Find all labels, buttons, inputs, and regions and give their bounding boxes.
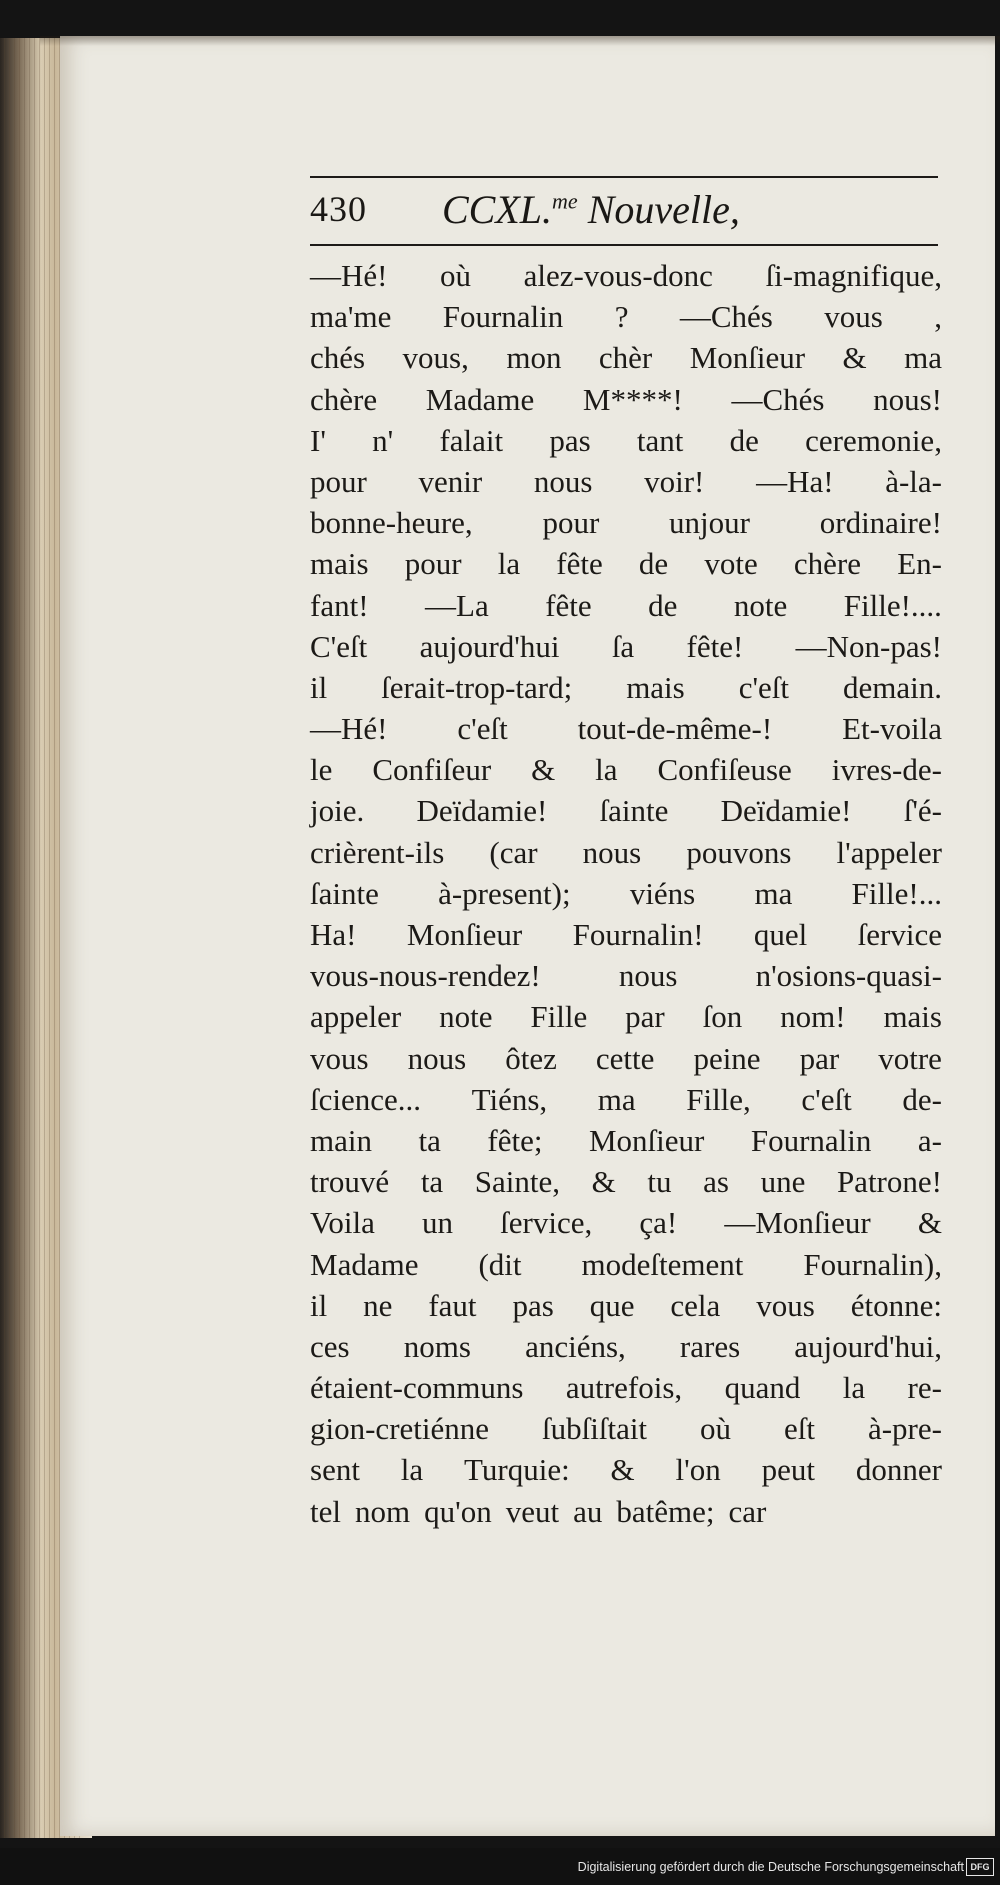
text-word: mais — [883, 999, 942, 1035]
text-word: faut — [428, 1287, 477, 1323]
text-word: peine — [693, 1040, 761, 1076]
text-word: ne — [363, 1287, 393, 1323]
text-word: , — [934, 299, 942, 335]
text-word: donner — [855, 1452, 942, 1488]
text-line — [310, 1285, 942, 1326]
text-word: pouvons — [686, 834, 792, 870]
text-word: ceremonie, — [805, 422, 942, 458]
text-word: ma — [597, 1081, 636, 1117]
text-word: Turquie: — [464, 1452, 570, 1488]
text-line — [310, 914, 942, 955]
text-line — [310, 708, 942, 749]
text-line — [310, 873, 942, 914]
text-word: de — [648, 587, 678, 623]
text-word: c'eſt — [801, 1081, 852, 1117]
text-word: Ha! — [310, 917, 357, 952]
text-word: trouvé — [310, 1164, 390, 1200]
text-line — [310, 1491, 942, 1532]
text-word: fête — [556, 546, 603, 582]
text-word: vous — [756, 1287, 815, 1323]
text-word: quel — [753, 917, 808, 952]
text-word: quand — [724, 1370, 801, 1406]
text-word: l'appeler — [836, 834, 942, 870]
text-word: étonne: — [850, 1287, 942, 1323]
text-word: nom! — [780, 999, 846, 1035]
text-word: & — [842, 340, 867, 376]
text-word: Madame — [310, 1246, 419, 1282]
text-word: anciéns, — [525, 1328, 626, 1364]
text-word: vous — [310, 1040, 369, 1076]
text-word: Fournalin! — [572, 917, 704, 952]
running-title-rest: Nouvelle, — [587, 187, 740, 232]
text-word: appeler — [310, 999, 402, 1035]
text-word: Fille!... — [851, 875, 942, 911]
text-word: as — [703, 1164, 729, 1200]
text-word: unjour — [669, 505, 750, 541]
text-word: par — [625, 999, 665, 1035]
text-word: peut — [761, 1452, 815, 1488]
text-line — [310, 1161, 942, 1202]
text-word: nous — [533, 463, 593, 499]
text-word: Confiſeuse — [657, 752, 792, 788]
text-word: ſ'é- — [903, 793, 942, 829]
text-word: eſt — [784, 1411, 815, 1447]
text-word: ivres-de- — [831, 752, 942, 788]
text-line — [310, 1244, 942, 1285]
text-line — [310, 420, 942, 461]
text-word: nous — [618, 958, 678, 994]
text-word: Sainte, — [474, 1164, 561, 1200]
text-word: & — [531, 752, 556, 788]
text-word: de- — [902, 1081, 942, 1117]
text-line — [310, 296, 942, 337]
text-word: ? — [614, 299, 629, 335]
text-word: de — [638, 546, 669, 582]
text-word: aujourd'hui — [419, 628, 560, 664]
text-word: nous — [407, 1040, 467, 1076]
text-word: ma — [754, 875, 793, 911]
text-line — [310, 543, 942, 584]
text-line — [310, 255, 942, 296]
text-word: Patrone! — [836, 1164, 942, 1200]
text-line — [310, 1326, 942, 1367]
text-word: le — [310, 752, 333, 788]
text-word: Et-voila — [842, 711, 942, 747]
text-word: (car — [489, 834, 538, 870]
text-word: ces — [310, 1328, 350, 1364]
text-word: En- — [897, 546, 942, 582]
text-word: à-la- — [885, 463, 942, 499]
text-word: rares — [679, 1328, 741, 1364]
text-word: & — [591, 1164, 616, 1200]
text-line — [310, 749, 942, 790]
text-word: pas — [549, 422, 591, 458]
text-word: c'eſt — [738, 669, 790, 705]
text-word: vous, — [402, 340, 469, 376]
text-word: —Chés — [679, 299, 773, 335]
text-word: chés — [310, 340, 366, 376]
text-word: Madame — [425, 381, 535, 417]
text-word: & — [917, 1205, 942, 1241]
header-rule-top — [310, 176, 938, 178]
text-word: aujourd'hui, — [794, 1328, 942, 1364]
text-word: —La — [425, 587, 489, 623]
text-word: n' — [372, 422, 394, 458]
text-word: —Hé! — [310, 258, 388, 293]
text-word: ta — [418, 1122, 441, 1158]
page-number: 430 — [310, 189, 367, 229]
text-word: vote — [704, 546, 758, 582]
text-word: ta — [420, 1164, 444, 1200]
text-line — [310, 1202, 942, 1243]
text-word: —Hé! — [310, 711, 388, 747]
text-word: Deïdamie! — [720, 793, 852, 829]
text-word: nous — [582, 834, 642, 870]
text-line — [310, 1449, 942, 1490]
text-word: demain. — [842, 669, 942, 705]
text-word: il — [310, 1287, 328, 1323]
running-title — [442, 186, 740, 233]
text-word: vous — [824, 299, 883, 335]
text-word: tel — [310, 1493, 341, 1529]
text-word: Fournalin — [750, 1122, 872, 1158]
text-word: mais — [310, 546, 369, 582]
text-word: ſon — [702, 999, 743, 1035]
text-word: tant — [636, 422, 684, 458]
text-word: ſa — [611, 628, 635, 664]
text-word: nous! — [873, 381, 942, 417]
text-word: ſainte — [599, 793, 669, 829]
text-word: mon — [506, 340, 562, 376]
text-word: par — [799, 1040, 840, 1076]
text-word: ſervice — [857, 917, 942, 952]
text-word: la — [400, 1452, 424, 1488]
text-word: qu'on — [424, 1493, 492, 1529]
text-word: re- — [907, 1370, 942, 1406]
text-word: ma'me — [310, 299, 392, 335]
text-word: batême; — [616, 1493, 715, 1529]
text-word: bonne-heure, — [310, 505, 473, 541]
text-word: cela — [670, 1287, 721, 1323]
text-word: pour — [542, 505, 600, 541]
text-word: falait — [439, 422, 504, 458]
running-title-main: CCXL. — [442, 187, 553, 232]
text-line — [310, 1408, 942, 1449]
text-word: venir — [418, 463, 483, 499]
text-word: Monſieur — [689, 340, 806, 376]
text-word: Tiéns, — [471, 1081, 548, 1117]
text-word: I' — [310, 422, 326, 458]
text-word: —Monſieur — [724, 1205, 871, 1241]
text-word: cette — [595, 1040, 655, 1076]
header-rule-bottom — [310, 244, 938, 246]
text-word: Fille!.... — [843, 587, 942, 623]
page-top-shadow — [40, 36, 1000, 46]
text-line — [310, 1367, 942, 1408]
text-word: l'on — [675, 1452, 721, 1488]
text-word: note — [439, 999, 493, 1035]
text-word: fête! — [686, 628, 744, 664]
text-word: C'eſt — [310, 628, 368, 664]
text-word: Fille — [530, 999, 588, 1035]
text-word: où — [440, 258, 472, 293]
text-line — [310, 502, 942, 543]
text-word: vous-nous-rendez! — [310, 958, 541, 994]
text-line — [310, 626, 942, 667]
text-word: Fournalin), — [803, 1246, 942, 1282]
text-word: gion-cretiénne — [310, 1411, 490, 1447]
page-header — [310, 176, 938, 248]
text-word: pour — [404, 546, 462, 582]
text-line — [310, 832, 942, 873]
text-line — [310, 1079, 942, 1120]
text-word: car — [728, 1493, 767, 1529]
text-word: main — [310, 1122, 372, 1158]
text-word: —Non-pas! — [795, 628, 942, 664]
text-word: note — [733, 587, 788, 623]
text-word: chèr — [598, 340, 653, 376]
text-line — [310, 337, 942, 378]
text-word: il — [310, 669, 328, 705]
text-word: fête — [545, 587, 592, 623]
text-word: (dit — [478, 1246, 522, 1282]
body-text — [310, 255, 942, 1532]
text-word: modeſtement — [581, 1246, 744, 1282]
text-word: M****! — [582, 381, 683, 417]
text-word: viéns — [629, 875, 696, 911]
text-word: ſubſiſtait — [542, 1411, 648, 1447]
text-word: un — [422, 1205, 454, 1241]
text-word: tu — [647, 1164, 672, 1200]
text-word: pour — [310, 463, 367, 499]
footer-credit: Digitalisierung gefördert durch die Deutsche Forschungsgemeinschaft — [577, 1860, 964, 1874]
text-word: chère — [310, 381, 378, 417]
text-word: chère — [793, 546, 862, 582]
text-line — [310, 461, 942, 502]
text-word: ça! — [639, 1205, 678, 1241]
text-word: fant! — [310, 587, 369, 623]
text-word: étaient-communs — [310, 1370, 524, 1406]
text-word: autrefois, — [565, 1370, 683, 1406]
text-word: Confiſeur — [372, 752, 492, 788]
text-word: où — [700, 1411, 732, 1447]
text-line — [310, 1120, 942, 1161]
text-line — [310, 790, 942, 831]
text-word: Voila — [310, 1205, 375, 1241]
text-word: ſcience... — [310, 1081, 422, 1117]
text-word: à-pre- — [867, 1411, 942, 1447]
text-word: Monſieur — [406, 917, 523, 952]
text-word: noms — [403, 1328, 471, 1364]
text-word: ma — [904, 340, 942, 376]
running-title-sup: me — [552, 188, 578, 214]
text-line — [310, 996, 942, 1037]
text-word: au — [573, 1493, 603, 1529]
text-word: c'eſt — [457, 711, 508, 747]
text-word: mais — [626, 669, 685, 705]
text-line — [310, 585, 942, 626]
text-word: crièrent-ils — [310, 834, 445, 870]
text-word: la — [842, 1370, 866, 1406]
text-word: ſerait-trop-tard; — [381, 669, 573, 705]
text-word: Fille, — [686, 1081, 751, 1117]
text-word: veut — [505, 1493, 560, 1529]
text-line — [310, 1038, 942, 1079]
text-word: —Chés — [731, 381, 825, 417]
text-word: de — [729, 422, 759, 458]
text-word: & — [610, 1452, 635, 1488]
text-word: ſainte — [310, 875, 379, 911]
text-word: Fournalin — [442, 299, 564, 335]
text-word: ſi-magnifique, — [765, 258, 942, 293]
text-word: nom — [355, 1493, 411, 1529]
text-word: ôtez — [505, 1040, 557, 1076]
text-line — [310, 667, 942, 708]
text-word: voir! — [644, 463, 705, 499]
text-word: —Ha! — [756, 463, 834, 499]
text-word: que — [589, 1287, 635, 1323]
text-word: votre — [878, 1040, 942, 1076]
text-word: Monſieur — [588, 1122, 705, 1158]
dfg-logo: DFG — [966, 1858, 994, 1876]
text-word: a- — [917, 1122, 942, 1158]
text-word: fête; — [487, 1122, 543, 1158]
text-word: pas — [512, 1287, 554, 1323]
text-word: Deïdamie! — [416, 793, 548, 829]
text-line — [310, 955, 942, 996]
text-word: tout-de-même-! — [577, 711, 773, 747]
text-word: la — [497, 546, 521, 582]
text-word: à-present); — [438, 875, 571, 911]
text-word: ordinaire! — [819, 505, 942, 541]
text-line — [310, 379, 942, 420]
text-word: n'osions-quasi- — [755, 958, 942, 994]
text-word: joie. — [310, 793, 365, 829]
text-word: sent — [310, 1452, 360, 1488]
text-word: alez-vous-donc — [523, 258, 713, 293]
text-word: ſervice, — [500, 1205, 593, 1241]
text-word: une — [760, 1164, 806, 1200]
text-word: la — [595, 752, 618, 788]
